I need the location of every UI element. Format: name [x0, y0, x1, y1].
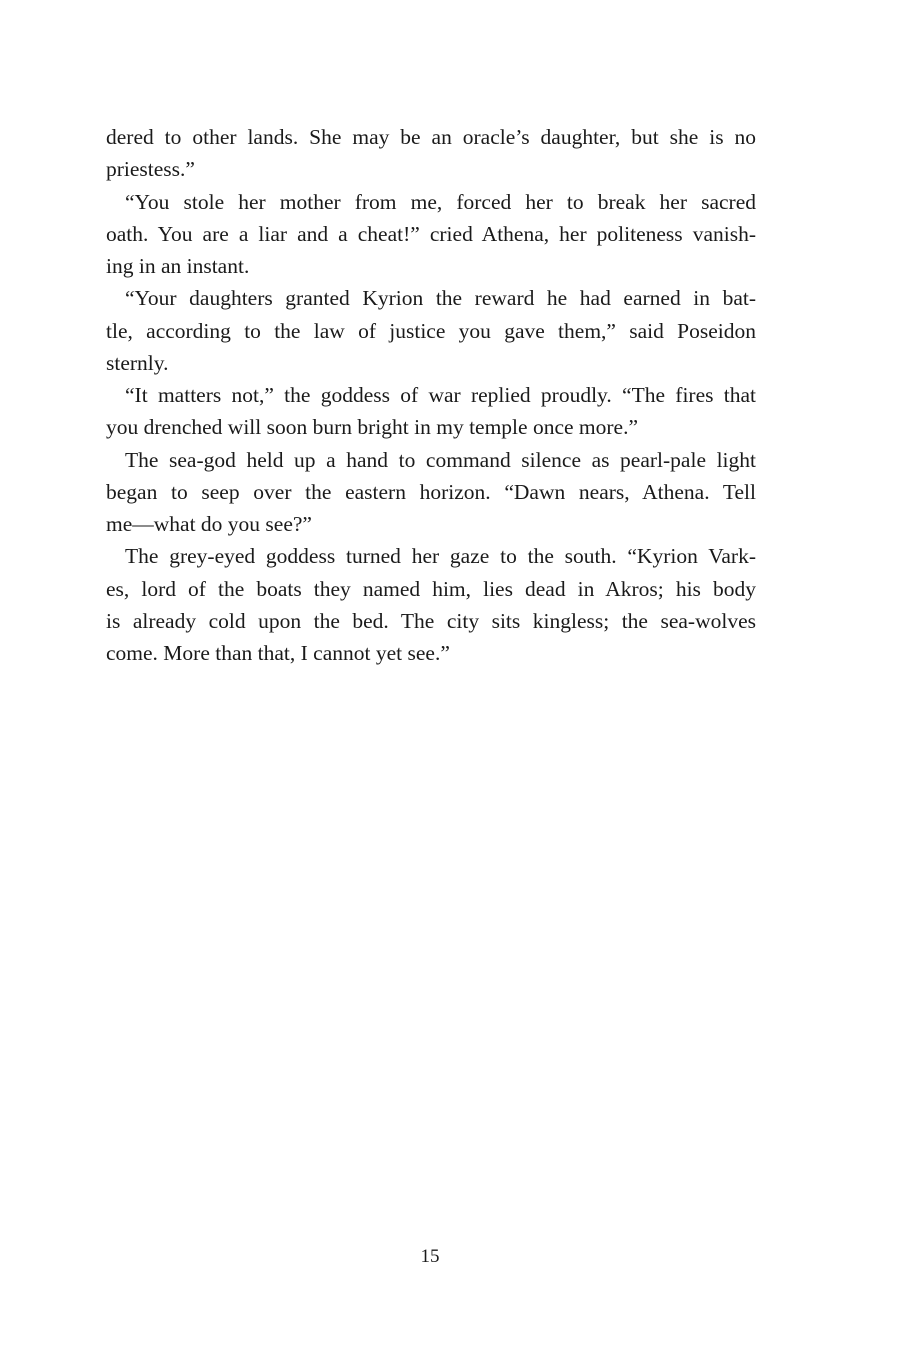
text-line: come. More than that, I cannot yet see.”	[106, 641, 450, 665]
page-body-text	[106, 121, 756, 669]
text-line: The sea-god held up a hand to command silence as pearl-pale light	[125, 447, 756, 472]
text-line: oath. You are a liar and a cheat!” cried Athena, her politeness vanish-	[106, 221, 756, 246]
text-line: me—what do you see?”	[106, 512, 312, 536]
text-line: priestess.”	[106, 157, 195, 182]
text-line: “Your daughters granted Kyrion the reward he had earned in bat-	[125, 286, 756, 311]
text-line: is already cold upon the bed. The city sits kingless; the sea-wolves	[106, 608, 756, 633]
page-number: 15	[420, 1246, 440, 1267]
text-line: sternly.	[106, 350, 169, 375]
text-line: ing in an instant.	[106, 254, 250, 278]
text-line: dered to other lands. She may be an oracle’s daughter, but she is no	[106, 125, 756, 149]
text-line: “You stole her mother from me, forced her to break her sacred	[125, 189, 756, 214]
text-line: “It matters not,” the goddess of war replied proudly. “The fires that	[125, 383, 756, 407]
text-line: The grey-eyed goddess turned her gaze to the south. “Kyrion Vark-	[125, 544, 756, 569]
text-line: you drenched will soon burn bright in my temple once more.”	[106, 415, 638, 440]
text-line: es, lord of the boats they named him, lies dead in Akros; his body	[106, 576, 756, 601]
text-line: began to seep over the eastern horizon. “Dawn nears, Athena. Tell	[106, 479, 756, 504]
text-line: tle, according to the law of justice you gave them,” said Poseidon	[106, 318, 756, 343]
